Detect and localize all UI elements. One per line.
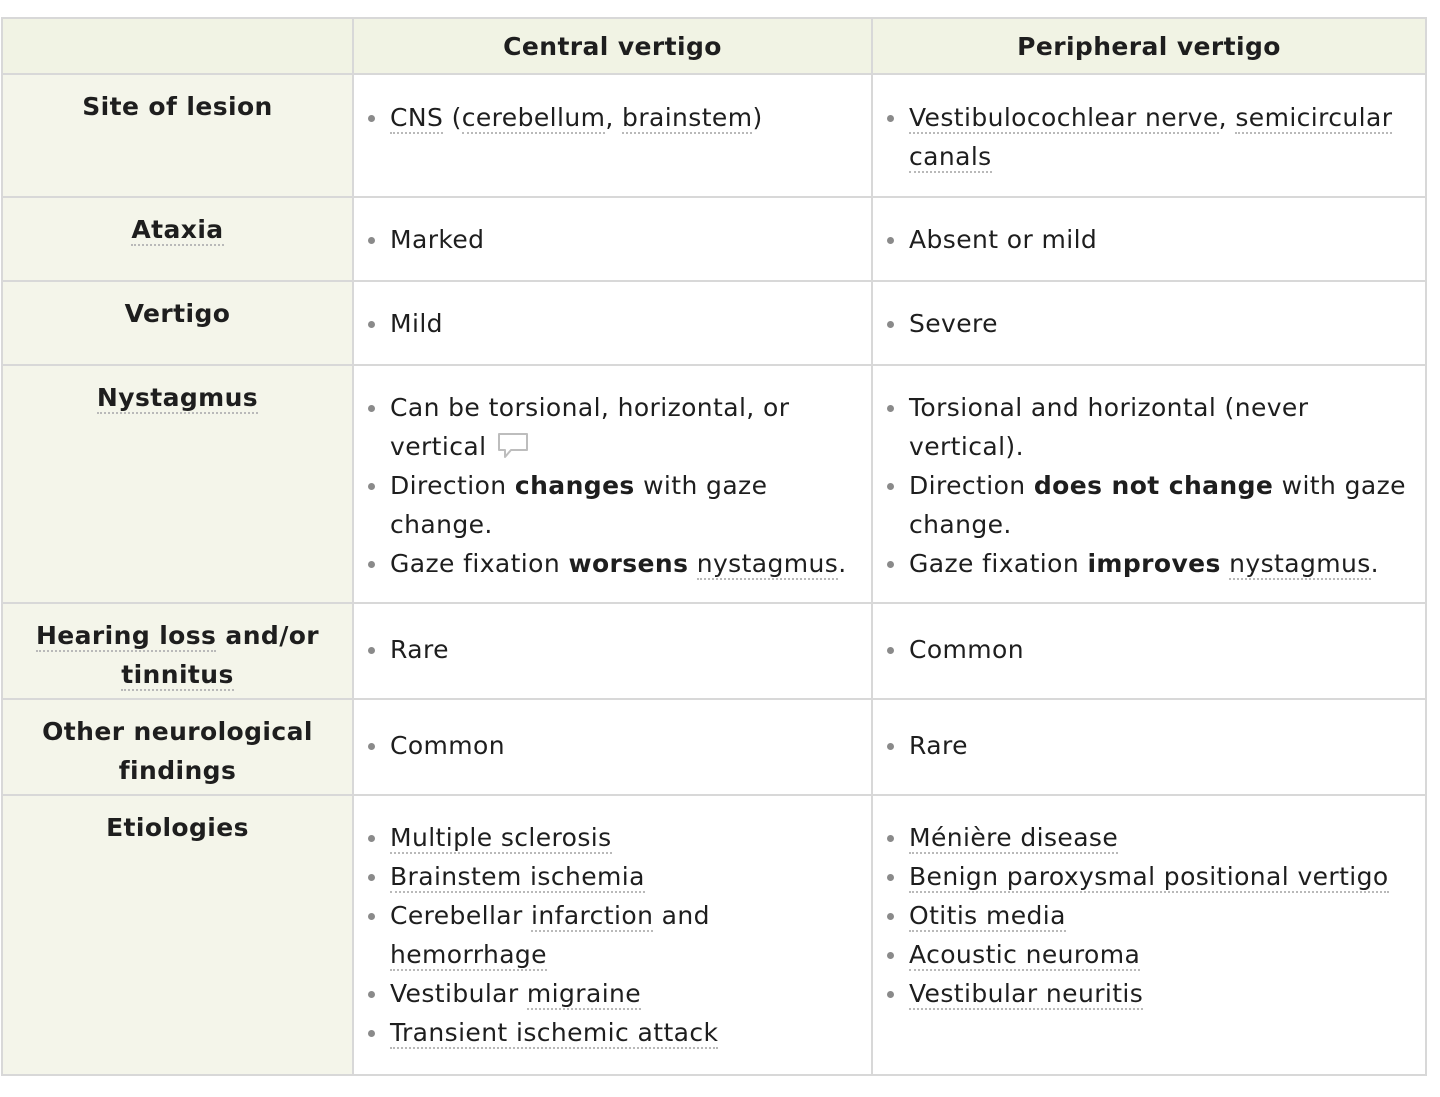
item-text: Gaze fixation xyxy=(390,549,569,578)
list-item xyxy=(909,818,1407,857)
list-item: Mild xyxy=(390,304,853,343)
item-bold: improves xyxy=(1087,549,1221,578)
separator: , xyxy=(1218,103,1236,132)
header-peripheral-vertigo: Peripheral vertigo xyxy=(872,18,1426,74)
nystagmus-link[interactable]: Nystagmus xyxy=(96,383,259,412)
list-item xyxy=(909,935,1407,974)
item-text: Cerebellar xyxy=(390,901,532,930)
central-cell xyxy=(353,74,872,197)
nystagmus-link[interactable]: nystagmus xyxy=(1229,549,1371,578)
item-text: with gaze change. xyxy=(390,471,768,539)
list-item xyxy=(390,98,853,137)
list-item xyxy=(909,974,1407,1013)
list-item: Absent or mild xyxy=(909,220,1407,259)
list-item: Severe xyxy=(909,304,1407,343)
hemorrhage-link[interactable]: hemorrhage xyxy=(390,940,547,969)
central-cell xyxy=(353,197,872,281)
ataxia-link[interactable]: Ataxia xyxy=(131,215,224,244)
acoustic-neuroma-link[interactable]: Acoustic neuroma xyxy=(909,940,1141,969)
transient-ischemic-attack-link[interactable]: Transient ischemic attack xyxy=(390,1018,719,1047)
comma: , xyxy=(605,103,614,132)
peripheral-cell xyxy=(872,197,1426,281)
row-vertigo xyxy=(2,281,1426,365)
peripheral-cell xyxy=(872,74,1426,197)
list-item xyxy=(390,466,853,544)
list-item: Rare xyxy=(390,630,853,669)
row-site-of-lesion xyxy=(2,74,1426,197)
otitis-media-link[interactable]: Otitis media xyxy=(909,901,1066,930)
item-text: with gaze change. xyxy=(909,471,1406,539)
row-label: Site of lesion xyxy=(2,74,353,197)
row-label xyxy=(2,365,353,603)
header-row xyxy=(2,18,1426,74)
space xyxy=(1221,549,1229,578)
central-cell xyxy=(353,795,872,1075)
migraine-link[interactable]: migraine xyxy=(526,979,642,1008)
item-text: . xyxy=(1370,549,1380,578)
speech-bubble-icon[interactable] xyxy=(496,431,530,461)
row-hearing-loss xyxy=(2,603,1426,699)
list-item: Common xyxy=(390,726,853,765)
peripheral-cell xyxy=(872,603,1426,699)
tinnitus-link[interactable]: tinnitus xyxy=(121,660,234,689)
row-nystagmus xyxy=(2,365,1426,603)
peripheral-cell xyxy=(872,795,1426,1075)
item-text: Vestibular xyxy=(390,979,527,1008)
row-label xyxy=(2,197,353,281)
item-bold: worsens xyxy=(568,549,689,578)
list-item: Rare xyxy=(909,726,1407,765)
header-central-vertigo: Central vertigo xyxy=(353,18,872,74)
central-cell xyxy=(353,699,872,795)
peripheral-cell xyxy=(872,699,1426,795)
cerebellum-link[interactable]: cerebellum xyxy=(461,103,606,132)
central-cell xyxy=(353,603,872,699)
list-item xyxy=(390,544,853,583)
corner-cell xyxy=(2,18,353,74)
space xyxy=(688,549,696,578)
cns-link[interactable]: CNS xyxy=(390,103,444,132)
paren-close: ) xyxy=(752,103,763,132)
item-text: Can be torsional, horizontal, or vertical xyxy=(390,393,790,461)
list-item: Marked xyxy=(390,220,853,259)
item-bold: does not change xyxy=(1033,471,1274,500)
paren-open: ( xyxy=(451,103,462,132)
row-label: Vertigo xyxy=(2,281,353,365)
central-cell xyxy=(353,365,872,603)
list-item xyxy=(390,896,853,974)
nystagmus-link[interactable]: nystagmus xyxy=(696,549,839,578)
item-text: and xyxy=(653,901,710,930)
item-text: Gaze fixation xyxy=(909,549,1088,578)
brainstem-link[interactable]: brainstem xyxy=(622,103,753,132)
label-connector: and/or xyxy=(216,621,320,650)
brainstem-ischemia-link[interactable]: Brainstem ischemia xyxy=(390,862,645,891)
list-item xyxy=(390,857,853,896)
list-item xyxy=(390,1013,853,1052)
row-label xyxy=(2,603,353,699)
item-text: . xyxy=(838,549,847,578)
vestibular-neuritis-link[interactable]: Vestibular neuritis xyxy=(909,979,1144,1008)
row-label: Etiologies xyxy=(2,795,353,1075)
list-item xyxy=(390,974,853,1013)
infarction-link[interactable]: infarction xyxy=(531,901,654,930)
list-item: Torsional and horizontal (never vertical). xyxy=(909,388,1407,466)
multiple-sclerosis-link[interactable]: Multiple sclerosis xyxy=(390,823,612,852)
bppv-link[interactable]: Benign paroxysmal positional vertigo xyxy=(909,862,1389,891)
vestibulocochlear-nerve-link[interactable]: Vestibulocochlear nerve xyxy=(909,103,1219,132)
central-cell xyxy=(353,281,872,365)
list-item xyxy=(909,544,1407,583)
peripheral-cell xyxy=(872,365,1426,603)
list-item xyxy=(909,896,1407,935)
list-item xyxy=(909,857,1407,896)
list-item xyxy=(909,98,1407,176)
item-bold: changes xyxy=(514,471,635,500)
row-etiologies xyxy=(2,795,1426,1075)
list-item xyxy=(909,466,1407,544)
list-item xyxy=(390,388,853,466)
row-label: Other neurological findings xyxy=(2,699,353,795)
list-item xyxy=(390,818,853,857)
list-item: Common xyxy=(909,630,1407,669)
hearing-loss-link[interactable]: Hearing loss xyxy=(35,621,217,650)
semicircular-canals-link[interactable]: semicircular canals xyxy=(909,103,1393,171)
row-other-neurological-findings xyxy=(2,699,1426,795)
meniere-disease-link[interactable]: Ménière disease xyxy=(909,823,1119,852)
item-text: Direction xyxy=(909,471,1034,500)
row-ataxia xyxy=(2,197,1426,281)
vertigo-comparison-table xyxy=(1,17,1427,1076)
peripheral-cell xyxy=(872,281,1426,365)
item-text: Direction xyxy=(390,471,515,500)
